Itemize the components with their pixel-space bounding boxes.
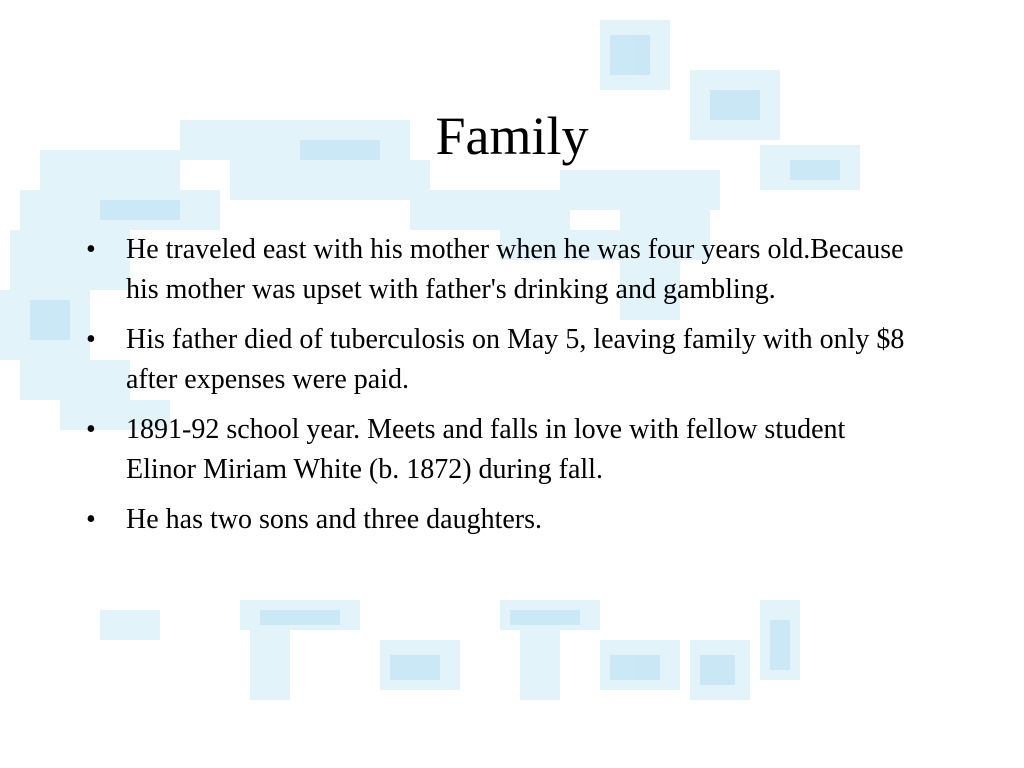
bullet-list [86, 230, 916, 550]
bullet-icon: • [86, 324, 96, 355]
bullet-text: 1891-92 school year. Meets and falls in love with fellow student Elinor Miriam White (b. 1872) during fall. [126, 414, 846, 485]
bullet-text: He traveled east with his mother when he was four years old.Because his mother was upset with father's drinking and gambling. [126, 234, 904, 305]
bullet-icon: • [86, 504, 96, 535]
bullet-text: His father died of tuberculosis on May 5, leaving family with only $8 after expenses were paid. [126, 324, 905, 395]
list-item [86, 230, 916, 310]
list-item [86, 320, 916, 400]
bullet-icon: • [86, 234, 96, 265]
bullet-text: He has two sons and three daughters. [126, 504, 543, 535]
list-item [86, 410, 916, 490]
slide-title: Family [435, 106, 589, 166]
list-item [86, 500, 916, 540]
bullet-icon: • [86, 414, 96, 445]
